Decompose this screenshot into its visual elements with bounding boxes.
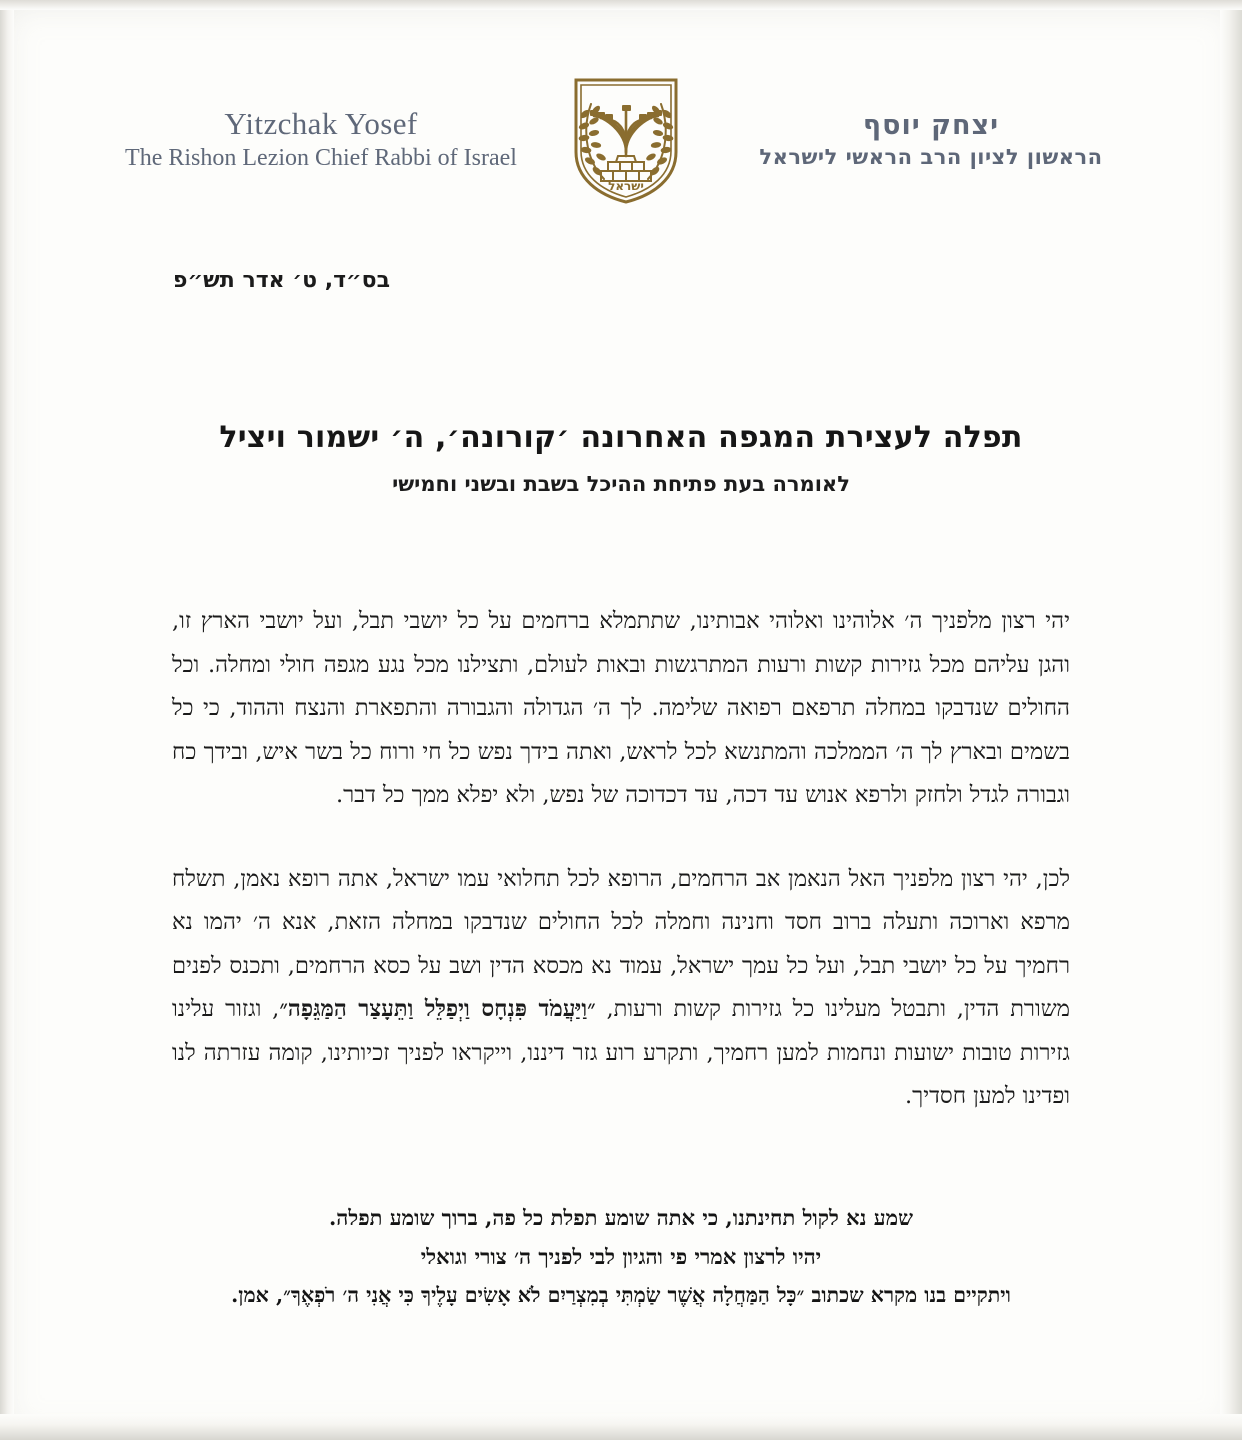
- letterhead-english: [70, 107, 536, 173]
- letterhead-english-name: Yitzchak Yosef: [224, 106, 418, 142]
- closing-line-3: ויתקיים בנו מקרא שכתוב ״כָּל הַמַּחֲלָה אֲשֶׁר שַׂמְתִּי בְמִצְרַיִם לֹא אָשִׂים עָלֶיךָ כִּי אֲנִי ה׳ רֹפְאֶךָ״, אמן.: [231, 1283, 1011, 1307]
- prayer-paragraph-1: יהי רצון מלפניך ה׳ אלוהינו ואלוהי אבותינו, שתתמלא ברחמים על כל יושבי תבל, ועל יושבי הארץ זו, והגן עליהם מכל גזירות קשות ורעות המתרגשות ובאות לעולם, ותצילנו מכל נגע מגפה חולי ומחלה. וכל החולים שנדבקו במחלה תרפאם רפואה שלימה. לך ה׳ הגדולה והגבורה והתפארת והנצח וההוד, כי כל בשמים ובארץ לך ה׳ הממלכה והמתנשא לכל לראש, ואתה בידך נפש כל חי ורוח כל בשר איש, ובידך כח וגבורה לגדל ולחזק ולרפא אנוש עד דכה, עד דכדוכה של נפש, ולא יפלא ממך כל דבר.: [172, 608, 1070, 808]
- page-edge-right: [1220, 0, 1242, 1440]
- letterhead-hebrew-name: יצחק יוסף: [862, 109, 1000, 141]
- page-edge-left: [0, 0, 14, 1440]
- closing-line-2: יהיו לרצון אמרי פי והגיון לבי לפניך ה׳ צורי וגואלי: [420, 1244, 822, 1269]
- paragraph-2-scripture-quote: ״וַיַּעֲמֹד פִּנְחָס וַיְפַלֵּל וַתֵּעָצַר הַמַּגֵּפָה״: [279, 996, 596, 1022]
- letterhead-hebrew: [716, 110, 1172, 170]
- closing-line-1: שמע נא לקול תחינתנו, כי אתה שומע תפלת כל פה, ברוך שומע תפלה.: [328, 1205, 913, 1230]
- page-title: תפלה לעצירת המגפה האחרונה ׳קורונה׳, ה׳ ישמור ויציל: [219, 420, 1023, 455]
- paragraph-2-text-before-verse: לכן, יהי רצון מלפניך האל הנאמן אב הרחמים, הרופא לכל תחלואי עמו ישראל, אתה רופא נאמן, תשלח מרפא וארוכה ותעלה ברוב חסד וחנינה וחמלה לכל החולים שנדבקו במחלה הזאת, אנא ה׳ יהמו נא רחמיך על כל יושבי תבל, ועל כל עמך ישראל, עמוד נא מכסא הדין ושב על כסא הרחמים, ותכנס לפנים משורת הדין, ותבטל מעלינו כל גזירות קשות ורעות,: [172, 865, 1070, 1022]
- page-edge-bottom: [0, 1414, 1242, 1440]
- prayer-body: [172, 600, 1070, 1119]
- paragraph-2-text-after-verse: , וגזור עלינו גזירות טובות ישועות ונחמות למען רחמיך, ותקרע רוע גזר דיננו, וייקראו לפניך זכיותינו, קומה עזרתה לנו ופדינו למען חסדיך.: [172, 996, 1070, 1109]
- letterhead-english-title: The Rishon Lezion Chief Rabbi of Israel: [125, 144, 517, 171]
- emblem-inscription: ישראל: [608, 179, 644, 193]
- title-block: [120, 418, 1122, 498]
- letterhead: [70, 70, 1172, 210]
- closing-block: [100, 1198, 1142, 1315]
- page-edge-top: [0, 0, 1242, 10]
- date-line: בס״ד, ט׳ אדר תש״פ: [173, 268, 390, 293]
- page-subtitle: לאומרה בעת פתיחת ההיכל בשבת ובשני וחמישי: [392, 472, 850, 496]
- letterhead-hebrew-title: הראשון לציון הרב הראשי לישראל: [759, 144, 1103, 169]
- prayer-paragraph-2: [172, 858, 1070, 1119]
- israel-state-emblem-icon: [568, 74, 684, 206]
